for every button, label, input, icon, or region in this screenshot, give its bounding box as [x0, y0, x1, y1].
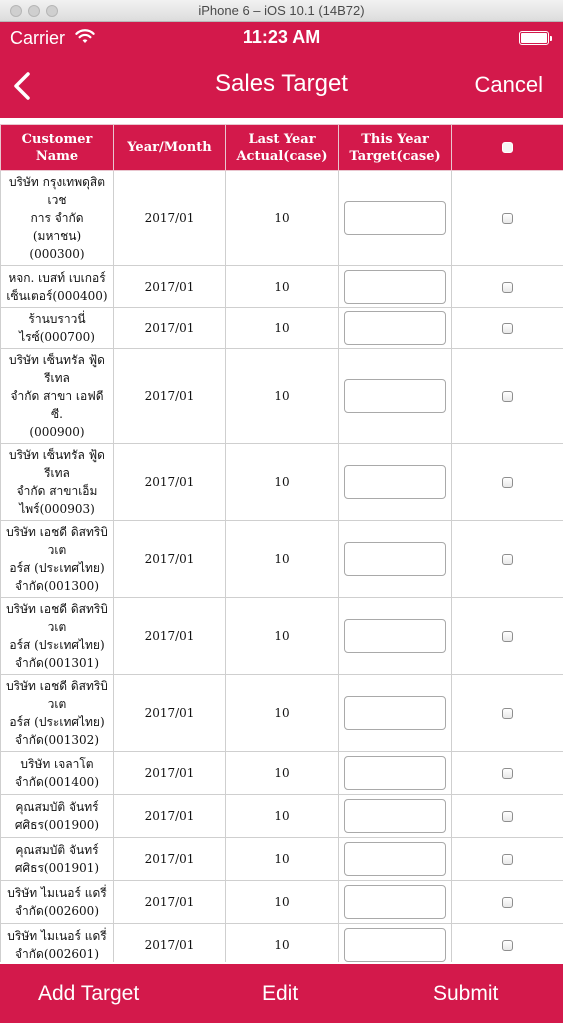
target-input[interactable]: [344, 542, 446, 576]
table-row: [1, 752, 563, 795]
target-input[interactable]: [344, 270, 446, 304]
customer-name-line: จำกัด(001301): [15, 656, 99, 670]
select-cell: [452, 752, 563, 795]
customer-name-line: จำกัด(001300): [15, 579, 99, 593]
customer-name-cell: [1, 675, 114, 752]
customer-name-line: หจก. เบสท์ เบเกอร์: [8, 270, 106, 285]
target-input-cell: [339, 924, 452, 963]
row-checkbox[interactable]: [502, 477, 513, 488]
table-row: [1, 881, 563, 924]
customer-name-line: บริษัท เจลาโต: [20, 757, 94, 771]
carrier-label: Carrier: [10, 28, 66, 48]
year-month-cell: 2017/01: [114, 171, 226, 266]
customer-name-line: อร์ส (ประเทศไทย): [9, 638, 105, 652]
header-last-year-actual: [226, 125, 339, 171]
customer-name-line: คุณสมบัติ จันทร์: [15, 843, 99, 857]
year-month-cell: 2017/01: [114, 881, 226, 924]
customer-name-line: บริษัท กรุงเทพดุสิตเวช: [8, 175, 106, 207]
customer-name-cell: [1, 838, 114, 881]
select-cell: [452, 838, 563, 881]
row-checkbox[interactable]: [502, 940, 513, 951]
target-input-cell: [339, 349, 452, 444]
target-input-cell: [339, 838, 452, 881]
target-input[interactable]: [344, 619, 446, 653]
simulator-title: iPhone 6 – iOS 10.1 (14B72): [198, 3, 365, 18]
customer-name-cell: [1, 308, 114, 349]
target-input-cell: [339, 881, 452, 924]
header-this-year-line1: This Year: [361, 131, 429, 147]
last-year-actual-cell: 10: [226, 308, 339, 349]
target-input-cell: [339, 308, 452, 349]
table-row: [1, 521, 563, 598]
target-input-cell: [339, 752, 452, 795]
last-year-actual-cell: 10: [226, 675, 339, 752]
year-month-cell: 2017/01: [114, 675, 226, 752]
customer-name-line: บริษัท เซ็นทรัล ฟู้ด รีเทล: [9, 448, 105, 480]
table-row: [1, 266, 563, 308]
select-cell: [452, 881, 563, 924]
cancel-button[interactable]: Cancel: [474, 72, 543, 97]
status-bar: [0, 22, 563, 54]
customer-name-line: จำกัด(001400): [15, 775, 99, 789]
customer-name-line: ศศิธร(001901): [14, 861, 100, 875]
select-cell: [452, 675, 563, 752]
status-time: 11:23 AM: [242, 27, 321, 47]
target-input-cell: [339, 444, 452, 521]
page-title: Sales Target: [215, 70, 348, 97]
target-input[interactable]: [344, 842, 446, 876]
last-year-actual-cell: 10: [226, 752, 339, 795]
edit-button[interactable]: Edit: [262, 982, 299, 1005]
customer-name-line: จำกัด(002601): [15, 947, 99, 961]
last-year-actual-cell: 10: [226, 924, 339, 963]
target-input-cell: [339, 795, 452, 838]
year-month-cell: 2017/01: [114, 924, 226, 963]
select-cell: [452, 349, 563, 444]
select-cell: [452, 795, 563, 838]
header-this-year-target: [339, 125, 452, 171]
row-checkbox[interactable]: [502, 391, 513, 402]
customer-name-line: การ จำกัด (มหาชน): [30, 211, 84, 243]
year-month-cell: 2017/01: [114, 444, 226, 521]
row-checkbox[interactable]: [502, 708, 513, 719]
year-month-cell: 2017/01: [114, 752, 226, 795]
header-customer-name: Customer Name: [1, 125, 114, 171]
customer-name-line: บริษัท ไมเนอร์ แดรี่: [7, 929, 107, 943]
customer-name-line: อร์ส (ประเทศไทย): [9, 561, 105, 575]
row-checkbox[interactable]: [502, 323, 513, 334]
table-row: [1, 675, 563, 752]
customer-name-line: เซ็นเตอร์(000400): [6, 288, 108, 303]
row-checkbox[interactable]: [502, 282, 513, 293]
customer-name-line: ร้านบราวนี่ไรซ์(000700): [19, 312, 95, 344]
select-cell: [452, 521, 563, 598]
last-year-actual-cell: 10: [226, 795, 339, 838]
last-year-actual-cell: 10: [226, 521, 339, 598]
customer-name-cell: [1, 598, 114, 675]
row-checkbox[interactable]: [502, 213, 513, 224]
target-input-cell: [339, 598, 452, 675]
last-year-actual-cell: 10: [226, 598, 339, 675]
table-header-row: [1, 125, 563, 171]
target-input[interactable]: [344, 885, 446, 919]
customer-name-cell: [1, 171, 114, 266]
target-input[interactable]: [344, 756, 446, 790]
table-row: [1, 349, 563, 444]
select-all-checkbox[interactable]: [502, 142, 513, 153]
target-input-cell: [339, 171, 452, 266]
target-input-cell: [339, 521, 452, 598]
select-cell: [452, 171, 563, 266]
target-input-cell: [339, 266, 452, 308]
header-select-all: [452, 125, 563, 171]
customer-name-line: บริษัท เอชดี ดิสทริบิวเต: [6, 679, 108, 711]
row-checkbox[interactable]: [502, 811, 513, 822]
customer-name-line: จำกัด(001302): [15, 733, 99, 747]
year-month-cell: 2017/01: [114, 349, 226, 444]
select-cell: [452, 444, 563, 521]
year-month-cell: 2017/01: [114, 838, 226, 881]
customer-name-cell: [1, 444, 114, 521]
customer-name-cell: [1, 349, 114, 444]
target-input[interactable]: [344, 201, 446, 235]
year-month-cell: 2017/01: [114, 521, 226, 598]
target-input[interactable]: [344, 799, 446, 833]
submit-button[interactable]: Submit: [433, 982, 499, 1005]
year-month-cell: 2017/01: [114, 795, 226, 838]
app-header: [0, 22, 563, 118]
year-month-cell: 2017/01: [114, 598, 226, 675]
battery-icon: [519, 31, 549, 45]
target-input-cell: [339, 675, 452, 752]
target-input[interactable]: [344, 379, 446, 413]
table-row: [1, 598, 563, 675]
add-target-button[interactable]: Add Target: [38, 982, 140, 1005]
customer-name-line: อร์ส (ประเทศไทย): [9, 715, 105, 729]
last-year-actual-cell: 10: [226, 881, 339, 924]
row-checkbox[interactable]: [502, 854, 513, 865]
customer-name-cell: [1, 795, 114, 838]
customer-name-cell: [1, 924, 114, 963]
customer-name-cell: [1, 752, 114, 795]
row-checkbox[interactable]: [502, 768, 513, 779]
navigation-bar: [0, 56, 563, 116]
customer-name-line: จำกัด(002600): [15, 904, 99, 918]
customer-name-line: จำกัด สาขาเอ็ม: [16, 484, 98, 498]
last-year-actual-cell: 10: [226, 266, 339, 308]
customer-name-line: คุณสมบัติ จันทร์: [15, 800, 99, 814]
table-row: [1, 308, 563, 349]
target-input[interactable]: [344, 311, 446, 345]
customer-name-line: บริษัท ไมเนอร์ แดรี่: [7, 886, 107, 900]
customer-name-cell: [1, 881, 114, 924]
table-row: [1, 795, 563, 838]
table-row: [1, 838, 563, 881]
target-input[interactable]: [344, 928, 446, 962]
target-input[interactable]: [344, 696, 446, 730]
last-year-actual-cell: 10: [226, 349, 339, 444]
sales-target-table-scroll[interactable]: [0, 124, 563, 962]
sales-target-table: [0, 124, 563, 962]
target-input[interactable]: [344, 465, 446, 499]
table-row: [1, 444, 563, 521]
last-year-actual-cell: 10: [226, 444, 339, 521]
last-year-actual-cell: 10: [226, 838, 339, 881]
customer-name-line: บริษัท เซ็นทรัล ฟู้ด รีเทล: [9, 353, 105, 385]
header-year-month: Year/Month: [114, 125, 226, 171]
customer-name-line: (000300): [29, 247, 85, 261]
last-year-actual-cell: 10: [226, 171, 339, 266]
customer-name-line: จำกัด สาขา เอฟดีซี.: [10, 389, 104, 421]
customer-name-line: ศศิธร(001900): [14, 818, 100, 832]
table-row: [1, 924, 563, 963]
header-last-year-line1: Last Year: [248, 131, 316, 147]
customer-name-cell: [1, 266, 114, 308]
header-this-year-line2: Target(case): [349, 148, 441, 164]
header-last-year-line2: Actual(case): [236, 148, 328, 164]
simulator-title-bar: [0, 0, 563, 22]
customer-name-line: (000900): [29, 425, 85, 439]
bottom-action-bar: [0, 964, 563, 1023]
row-checkbox[interactable]: [502, 897, 513, 908]
select-cell: [452, 924, 563, 963]
row-checkbox[interactable]: [502, 554, 513, 565]
select-cell: [452, 266, 563, 308]
year-month-cell: 2017/01: [114, 308, 226, 349]
battery-fill: [521, 33, 547, 43]
select-cell: [452, 598, 563, 675]
year-month-cell: 2017/01: [114, 266, 226, 308]
customer-name-line: บริษัท เอชดี ดิสทริบิวเต: [6, 525, 108, 557]
row-checkbox[interactable]: [502, 631, 513, 642]
select-cell: [452, 308, 563, 349]
table-row: [1, 171, 563, 266]
customer-name-line: ไพร์(000903): [19, 502, 95, 516]
customer-name-line: บริษัท เอชดี ดิสทริบิวเต: [6, 602, 108, 634]
customer-name-cell: [1, 521, 114, 598]
